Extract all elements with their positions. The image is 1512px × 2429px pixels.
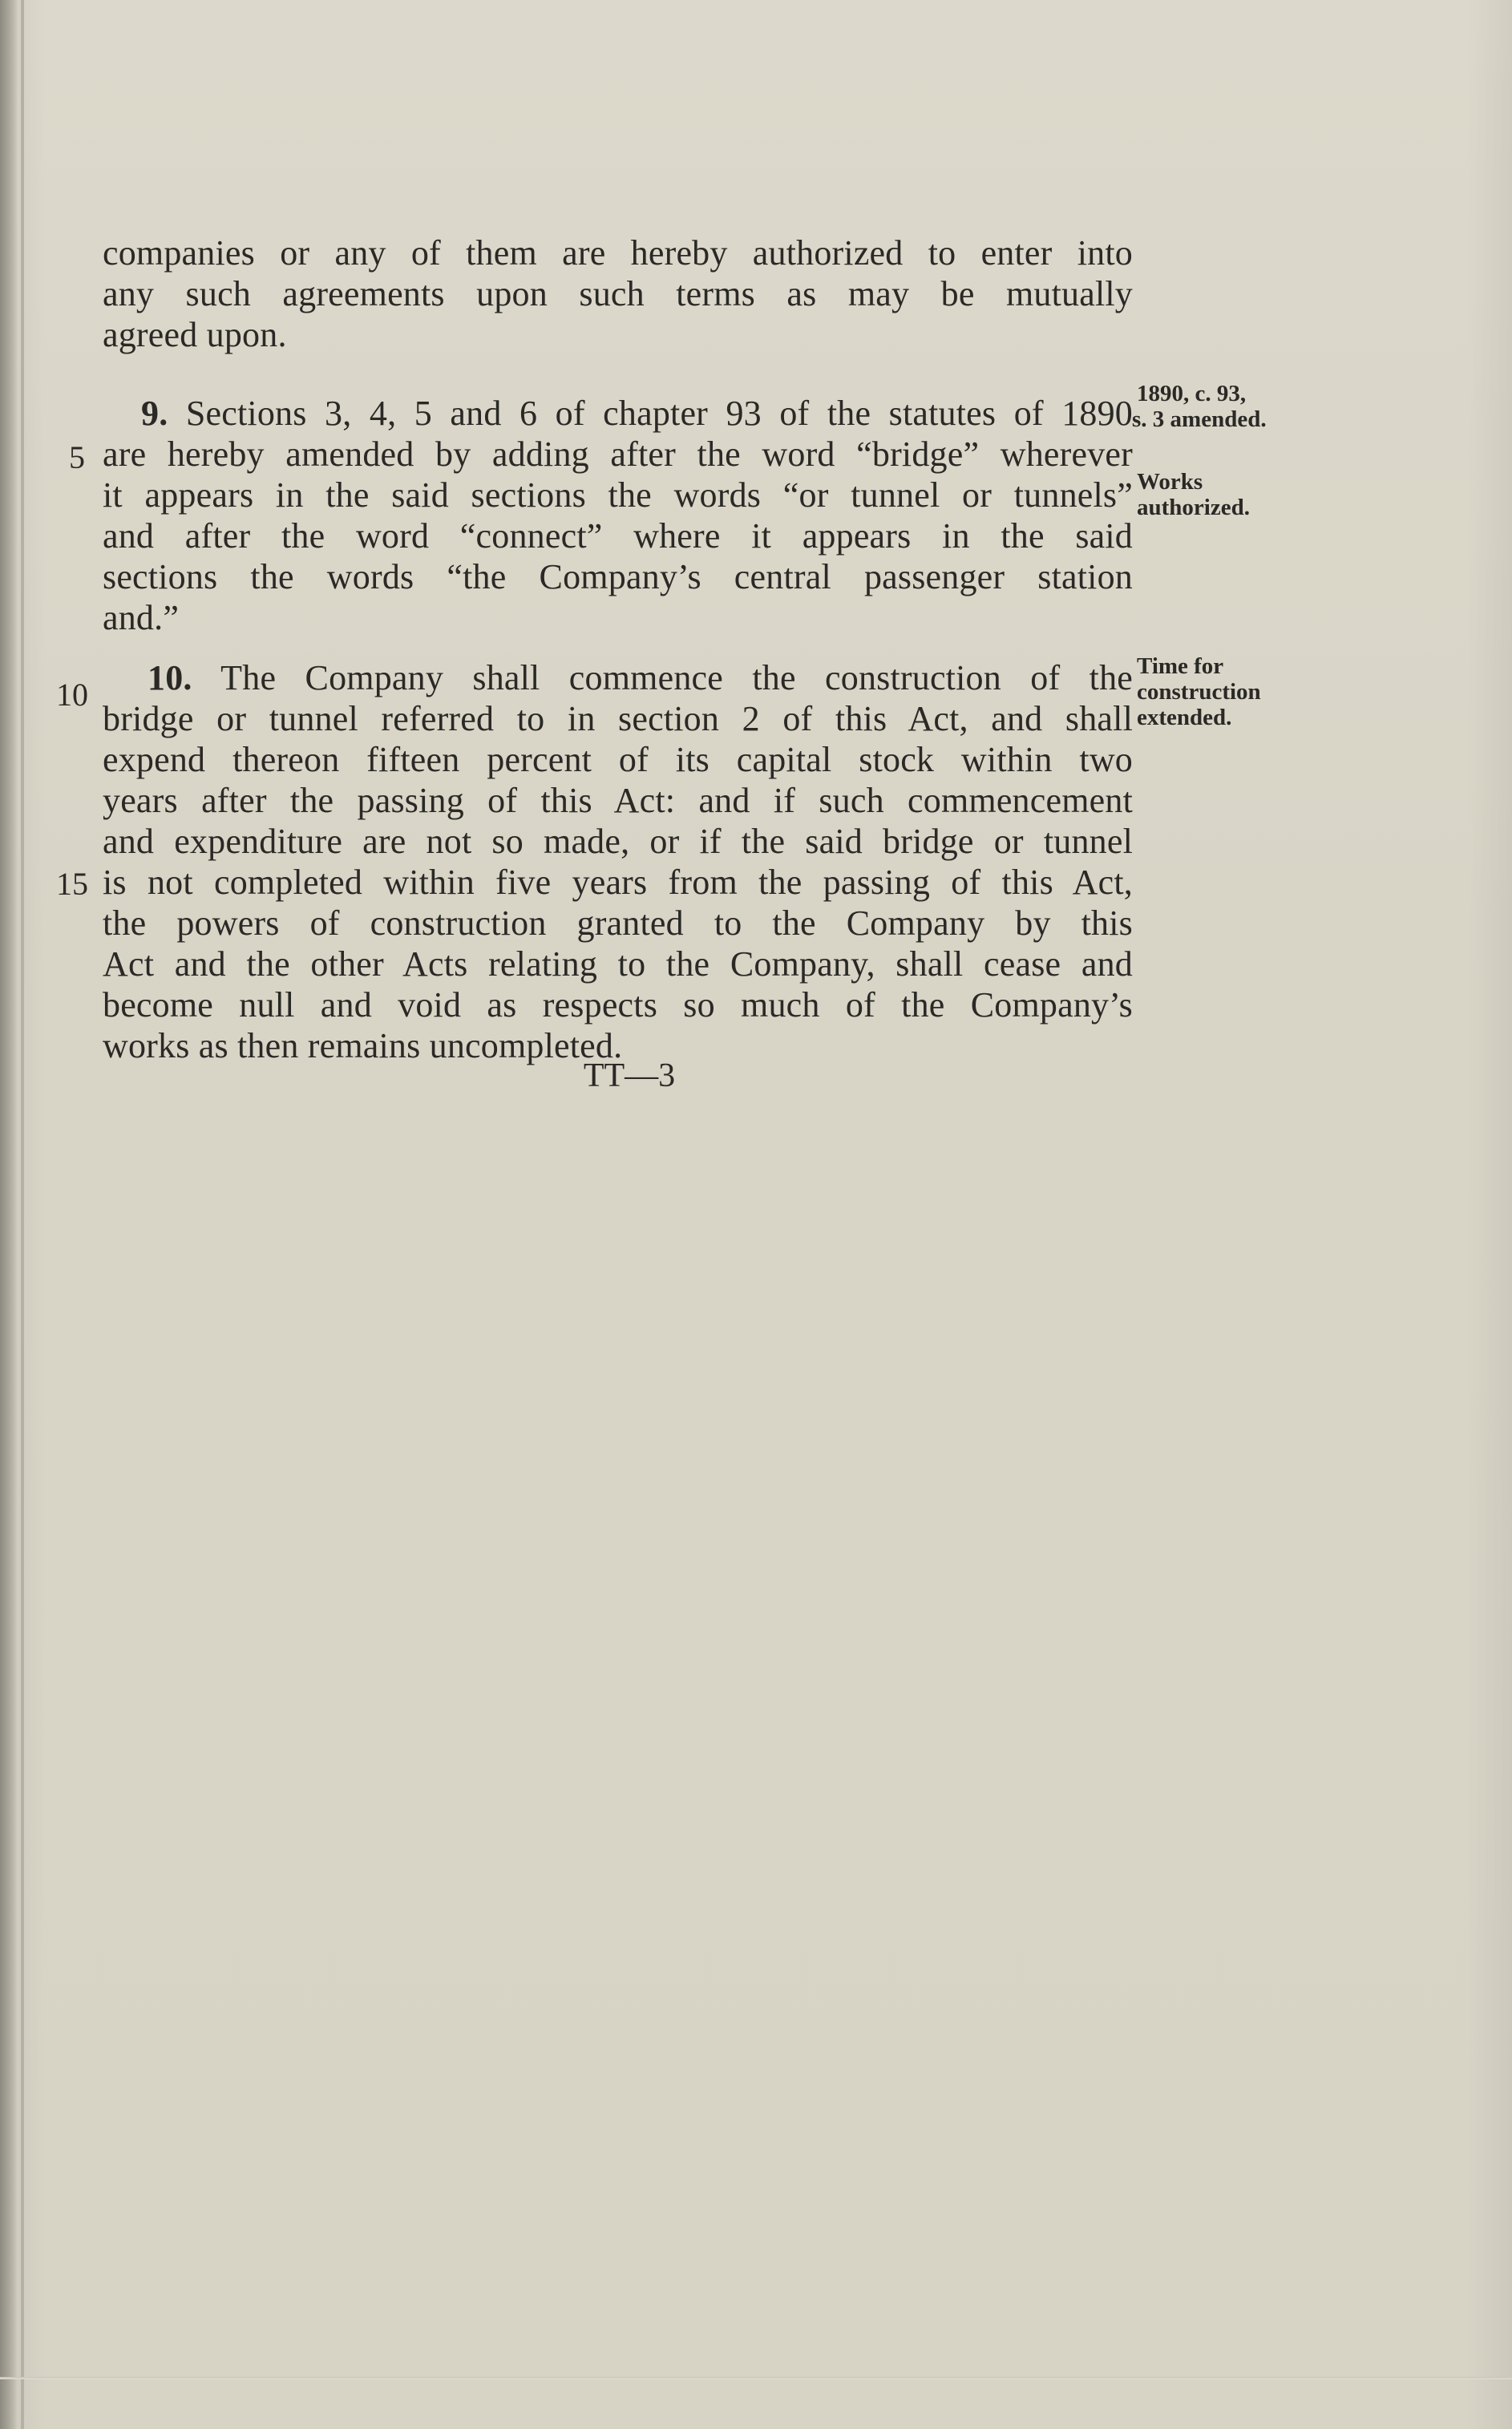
- margin-note-works-authorized: [1137, 469, 1250, 520]
- section-10-line-1: [103, 657, 1133, 698]
- section-10-line-3: expend thereon fifteen percent of its capital stock within two: [103, 740, 1133, 779]
- margin-note-time-line-1: Time for: [1137, 653, 1224, 679]
- footer-code: TT—3: [583, 1057, 676, 1094]
- section-9-line-5: sections the words “the Company’s central passenger station: [103, 557, 1133, 596]
- section-10-line-9: become null and void as respects so much of the Company’s: [103, 985, 1133, 1025]
- margin-note-works-line-1: Works: [1137, 469, 1203, 495]
- section-9-line-1-text: Sections 3, 4, 5 and 6 of chapter 93 of the statutes of 1890: [185, 394, 1133, 433]
- fold-line: [0, 2377, 1512, 2379]
- section-9-line-6: and.”: [103, 598, 180, 637]
- section-10-number: 10.: [148, 658, 192, 697]
- intro-line-2: any such agreements upon such terms as may be mutually: [103, 274, 1133, 313]
- line-number-5: 5: [69, 439, 85, 475]
- margin-note-1890-line-2: s. 3 amended.: [1132, 406, 1267, 432]
- intro-paragraph: [103, 232, 1133, 355]
- section-10-line-5: and expenditure are not so made, or if the said bridge or tunnel: [103, 822, 1133, 861]
- section-10: [103, 657, 1133, 1066]
- section-10-line-4: years after the passing of this Act: and if such commencement: [103, 781, 1133, 820]
- line-number-10: 10: [56, 677, 88, 713]
- intro-line-1: companies or any of them are hereby authorized to enter into: [103, 233, 1133, 273]
- margin-note-1890-amended: [1132, 381, 1267, 432]
- line-number-15: 15: [56, 866, 88, 902]
- section-9-number: 9.: [141, 394, 168, 433]
- section-10-line-7: the powers of construction granted to the Company by this: [103, 903, 1133, 943]
- section-9-line-2: are hereby amended by adding after the word “bridge” wherever: [103, 434, 1133, 474]
- section-9: [103, 393, 1133, 638]
- binding-edge: [0, 0, 18, 2429]
- intro-line-3: agreed upon.: [103, 315, 287, 354]
- margin-note-time-extended: [1137, 653, 1261, 730]
- section-10-line-6: is not completed within five years from the passing of this Act,: [103, 863, 1133, 902]
- section-9-line-1: [103, 393, 1133, 434]
- margin-note-1890-line-1: 1890, c. 93,: [1137, 381, 1247, 406]
- binding-line: [21, 0, 24, 2429]
- margin-note-works-line-2: authorized.: [1137, 495, 1250, 520]
- margin-note-time-line-3: extended.: [1137, 705, 1232, 730]
- section-10-line-10: works as then remains uncompleted.: [103, 1026, 623, 1065]
- section-9-line-3: it appears in the said sections the words “or tunnel or tunnels”: [103, 475, 1133, 515]
- section-9-line-4: and after the word “connect” where it appears in the said: [103, 516, 1133, 556]
- section-10-line-1-text: The Company shall commence the construction of the: [220, 658, 1133, 697]
- section-10-line-8: Act and the other Acts relating to the Company, shall cease and: [103, 944, 1133, 984]
- margin-note-time-line-2: construction: [1137, 679, 1261, 705]
- section-10-line-2: bridge or tunnel referred to in section 2 of this Act, and shall: [103, 699, 1133, 738]
